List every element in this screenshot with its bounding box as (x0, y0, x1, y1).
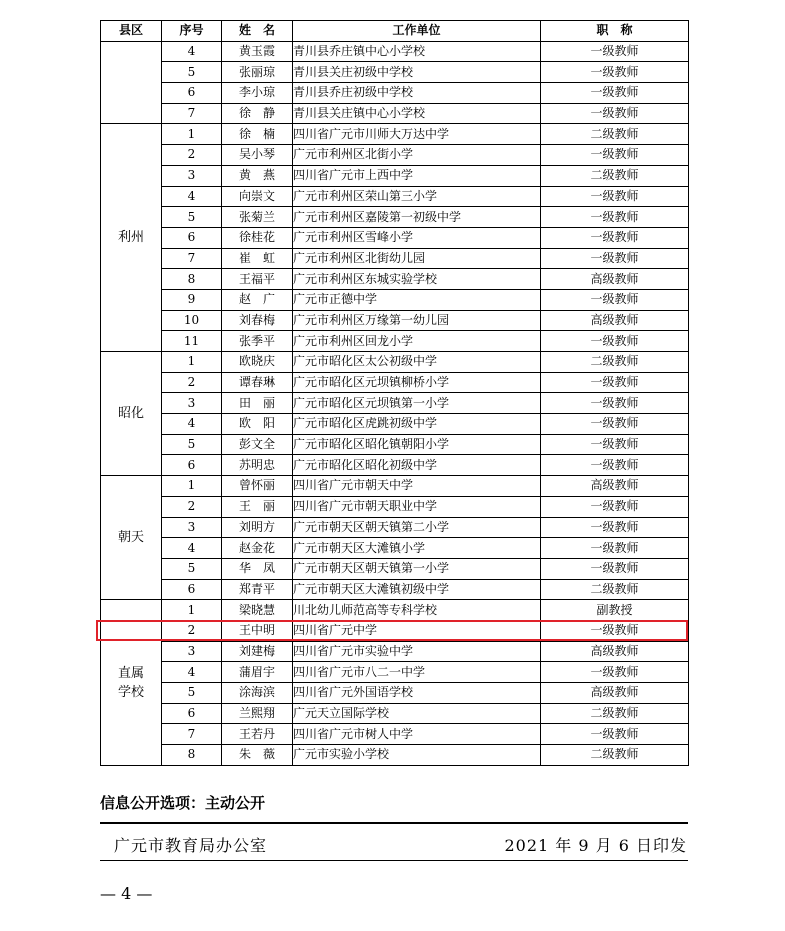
name-cell: 蒲眉宇 (222, 662, 293, 683)
index-cell: 5 (162, 434, 222, 455)
table-row (101, 393, 689, 414)
work-unit-cell: 广元市朝天区朝天镇第一小学 (293, 558, 541, 579)
index-cell: 6 (162, 703, 222, 724)
title-cell: 二级教师 (541, 124, 689, 145)
index-cell: 6 (162, 579, 222, 600)
name-cell: 欧 阳 (222, 414, 293, 435)
name-cell: 王中明 (222, 620, 293, 641)
table-row (101, 310, 689, 331)
title-cell: 一级教师 (541, 434, 689, 455)
name-cell: 徐 楠 (222, 124, 293, 145)
teacher-list-table (100, 20, 689, 766)
index-cell: 3 (162, 641, 222, 662)
title-cell: 一级教师 (541, 186, 689, 207)
work-unit-cell: 广元市昭化区昭化镇朝阳小学 (293, 434, 541, 455)
name-cell: 李小琼 (222, 83, 293, 104)
name-cell: 彭文全 (222, 434, 293, 455)
title-cell: 一级教师 (541, 393, 689, 414)
work-unit-cell: 广元市利州区东城实验学校 (293, 269, 541, 290)
title-cell: 一级教师 (541, 227, 689, 248)
title-cell: 一级教师 (541, 496, 689, 517)
disclosure-option: 信息公开选项：主动公开 (100, 794, 266, 812)
index-cell: 5 (162, 558, 222, 579)
work-unit-cell: 广元市利州区万缘第一幼儿园 (293, 310, 541, 331)
name-cell: 兰熙翔 (222, 703, 293, 724)
work-unit-cell: 青川县乔庄初级中学校 (293, 83, 541, 104)
table-row (101, 517, 689, 538)
name-cell: 苏明忠 (222, 455, 293, 476)
index-cell: 1 (162, 600, 222, 621)
name-cell: 黄 燕 (222, 165, 293, 186)
title-cell: 一级教师 (541, 62, 689, 83)
index-cell: 1 (162, 124, 222, 145)
table-row (101, 703, 689, 724)
work-unit-cell: 广元市昭化区元坝镇第一小学 (293, 393, 541, 414)
work-unit-cell: 四川省广元市上西中学 (293, 165, 541, 186)
title-cell: 二级教师 (541, 352, 689, 373)
title-cell: 一级教师 (541, 207, 689, 228)
name-cell: 曾怀丽 (222, 476, 293, 497)
work-unit-cell: 广元天立国际学校 (293, 703, 541, 724)
work-unit-cell: 广元市昭化区元坝镇柳桥小学 (293, 372, 541, 393)
table-row (101, 83, 689, 104)
title-cell: 副教授 (541, 600, 689, 621)
work-unit-cell: 四川省广元市川师大万达中学 (293, 124, 541, 145)
index-cell: 10 (162, 310, 222, 331)
header-title: 职 称 (541, 21, 689, 42)
name-cell: 刘明方 (222, 517, 293, 538)
work-unit-cell: 青川县关庄镇中心小学校 (293, 103, 541, 124)
header-index: 序号 (162, 21, 222, 42)
index-cell: 2 (162, 496, 222, 517)
county-cell (101, 41, 162, 124)
work-unit-cell: 广元市朝天区大滩镇初级中学 (293, 579, 541, 600)
name-cell: 欧晓庆 (222, 352, 293, 373)
index-cell: 4 (162, 41, 222, 62)
work-unit-cell: 四川省广元市实验中学 (293, 641, 541, 662)
work-unit-cell: 广元市利州区回龙小学 (293, 331, 541, 352)
title-cell: 一级教师 (541, 517, 689, 538)
work-unit-cell: 四川省广元市树人中学 (293, 724, 541, 745)
title-cell: 一级教师 (541, 248, 689, 269)
index-cell: 3 (162, 517, 222, 538)
title-cell: 高级教师 (541, 641, 689, 662)
index-cell: 2 (162, 620, 222, 641)
index-cell: 5 (162, 62, 222, 83)
county-cell: 直属 学校 (101, 600, 162, 766)
index-cell: 4 (162, 538, 222, 559)
table-row (101, 62, 689, 83)
table-row (101, 683, 689, 704)
work-unit-cell: 川北幼儿师范高等专科学校 (293, 600, 541, 621)
table-row (101, 558, 689, 579)
county-cell: 朝天 (101, 476, 162, 600)
table-row (101, 455, 689, 476)
table-row (101, 372, 689, 393)
index-cell: 8 (162, 269, 222, 290)
name-cell: 吴小琴 (222, 145, 293, 166)
table-row (101, 414, 689, 435)
footer-rule-top (100, 822, 688, 824)
title-cell: 一级教师 (541, 414, 689, 435)
title-cell: 一级教师 (541, 538, 689, 559)
name-cell: 向崇文 (222, 186, 293, 207)
index-cell: 4 (162, 662, 222, 683)
name-cell: 徐桂花 (222, 227, 293, 248)
title-cell: 一级教师 (541, 103, 689, 124)
work-unit-cell: 广元市利州区北街小学 (293, 145, 541, 166)
work-unit-cell: 四川省广元市朝天职业中学 (293, 496, 541, 517)
table-row (101, 600, 689, 621)
title-cell: 高级教师 (541, 269, 689, 290)
name-cell: 张季平 (222, 331, 293, 352)
title-cell: 一级教师 (541, 455, 689, 476)
title-cell: 一级教师 (541, 662, 689, 683)
index-cell: 7 (162, 724, 222, 745)
page-number: — 4 — (100, 884, 153, 903)
name-cell: 涂海滨 (222, 683, 293, 704)
index-cell: 7 (162, 248, 222, 269)
name-cell: 刘春梅 (222, 310, 293, 331)
name-cell: 崔 虹 (222, 248, 293, 269)
table-row (101, 145, 689, 166)
county-cell: 昭化 (101, 352, 162, 476)
title-cell: 一级教师 (541, 289, 689, 310)
table-row (101, 434, 689, 455)
index-cell: 9 (162, 289, 222, 310)
table-row (101, 269, 689, 290)
header-name: 姓 名 (222, 21, 293, 42)
table-row (101, 124, 689, 145)
name-cell: 朱 薇 (222, 745, 293, 766)
name-cell: 赵 广 (222, 289, 293, 310)
work-unit-cell: 四川省广元市八二一中学 (293, 662, 541, 683)
title-cell: 高级教师 (541, 310, 689, 331)
title-cell: 一级教师 (541, 41, 689, 62)
title-cell: 一级教师 (541, 372, 689, 393)
name-cell: 刘建梅 (222, 641, 293, 662)
work-unit-cell: 广元市实验小学校 (293, 745, 541, 766)
table-row (101, 207, 689, 228)
work-unit-cell: 青川县关庄初级中学校 (293, 62, 541, 83)
index-cell: 6 (162, 83, 222, 104)
footer-rule-bottom (100, 860, 688, 861)
table-row (101, 165, 689, 186)
work-unit-cell: 广元市昭化区昭化初级中学 (293, 455, 541, 476)
name-cell: 赵金花 (222, 538, 293, 559)
work-unit-cell: 广元市朝天区大滩镇小学 (293, 538, 541, 559)
index-cell: 11 (162, 331, 222, 352)
name-cell: 王福平 (222, 269, 293, 290)
title-cell: 一级教师 (541, 145, 689, 166)
index-cell: 4 (162, 414, 222, 435)
title-cell: 一级教师 (541, 558, 689, 579)
work-unit-cell: 广元市昭化区虎跳初级中学 (293, 414, 541, 435)
name-cell: 黄玉霞 (222, 41, 293, 62)
table-row (101, 41, 689, 62)
title-cell: 二级教师 (541, 165, 689, 186)
header-work-unit: 工作单位 (293, 21, 541, 42)
name-cell: 华 凤 (222, 558, 293, 579)
title-cell: 一级教师 (541, 83, 689, 104)
index-cell: 5 (162, 683, 222, 704)
table-row (101, 331, 689, 352)
work-unit-cell: 广元市利州区雪峰小学 (293, 227, 541, 248)
table-row (101, 103, 689, 124)
issue-date: 2021 年 9 月 6 日印发 (504, 836, 687, 855)
index-cell: 2 (162, 145, 222, 166)
table-row (101, 641, 689, 662)
table-row (101, 248, 689, 269)
table-row (101, 579, 689, 600)
title-cell: 高级教师 (541, 683, 689, 704)
index-cell: 6 (162, 455, 222, 476)
name-cell: 田 丽 (222, 393, 293, 414)
table-row (101, 620, 689, 641)
table-header-row (101, 21, 689, 42)
table-row (101, 724, 689, 745)
name-cell: 张菊兰 (222, 207, 293, 228)
index-cell: 2 (162, 372, 222, 393)
name-cell: 徐 静 (222, 103, 293, 124)
index-cell: 3 (162, 393, 222, 414)
name-cell: 梁晓慧 (222, 600, 293, 621)
title-cell: 高级教师 (541, 476, 689, 497)
work-unit-cell: 青川县乔庄镇中心小学校 (293, 41, 541, 62)
header-county: 县区 (101, 21, 162, 42)
index-cell: 6 (162, 227, 222, 248)
work-unit-cell: 广元市利州区嘉陵第一初级中学 (293, 207, 541, 228)
title-cell: 一级教师 (541, 331, 689, 352)
name-cell: 郑青平 (222, 579, 293, 600)
index-cell: 4 (162, 186, 222, 207)
index-cell: 1 (162, 352, 222, 373)
table-body (101, 41, 689, 765)
issuing-office: 广元市教育局办公室 (114, 836, 268, 855)
work-unit-cell: 四川省广元中学 (293, 620, 541, 641)
name-cell: 谭春琳 (222, 372, 293, 393)
index-cell: 1 (162, 476, 222, 497)
work-unit-cell: 广元市利州区北街幼儿园 (293, 248, 541, 269)
index-cell: 5 (162, 207, 222, 228)
title-cell: 一级教师 (541, 620, 689, 641)
work-unit-cell: 广元市朝天区朝天镇第二小学 (293, 517, 541, 538)
name-cell: 王若丹 (222, 724, 293, 745)
county-cell: 利州 (101, 124, 162, 352)
work-unit-cell: 广元市昭化区太公初级中学 (293, 352, 541, 373)
table-row (101, 745, 689, 766)
index-cell: 8 (162, 745, 222, 766)
table-row (101, 289, 689, 310)
title-cell: 二级教师 (541, 703, 689, 724)
table-row (101, 227, 689, 248)
table-row (101, 352, 689, 373)
table-row (101, 662, 689, 683)
title-cell: 二级教师 (541, 745, 689, 766)
table-row (101, 538, 689, 559)
title-cell: 二级教师 (541, 579, 689, 600)
index-cell: 7 (162, 103, 222, 124)
index-cell: 3 (162, 165, 222, 186)
table-row (101, 476, 689, 497)
work-unit-cell: 四川省广元市朝天中学 (293, 476, 541, 497)
work-unit-cell: 广元市利州区荣山第三小学 (293, 186, 541, 207)
name-cell: 张丽琼 (222, 62, 293, 83)
name-cell: 王 丽 (222, 496, 293, 517)
table-row (101, 496, 689, 517)
work-unit-cell: 广元市正德中学 (293, 289, 541, 310)
table-row (101, 186, 689, 207)
title-cell: 一级教师 (541, 724, 689, 745)
work-unit-cell: 四川省广元外国语学校 (293, 683, 541, 704)
